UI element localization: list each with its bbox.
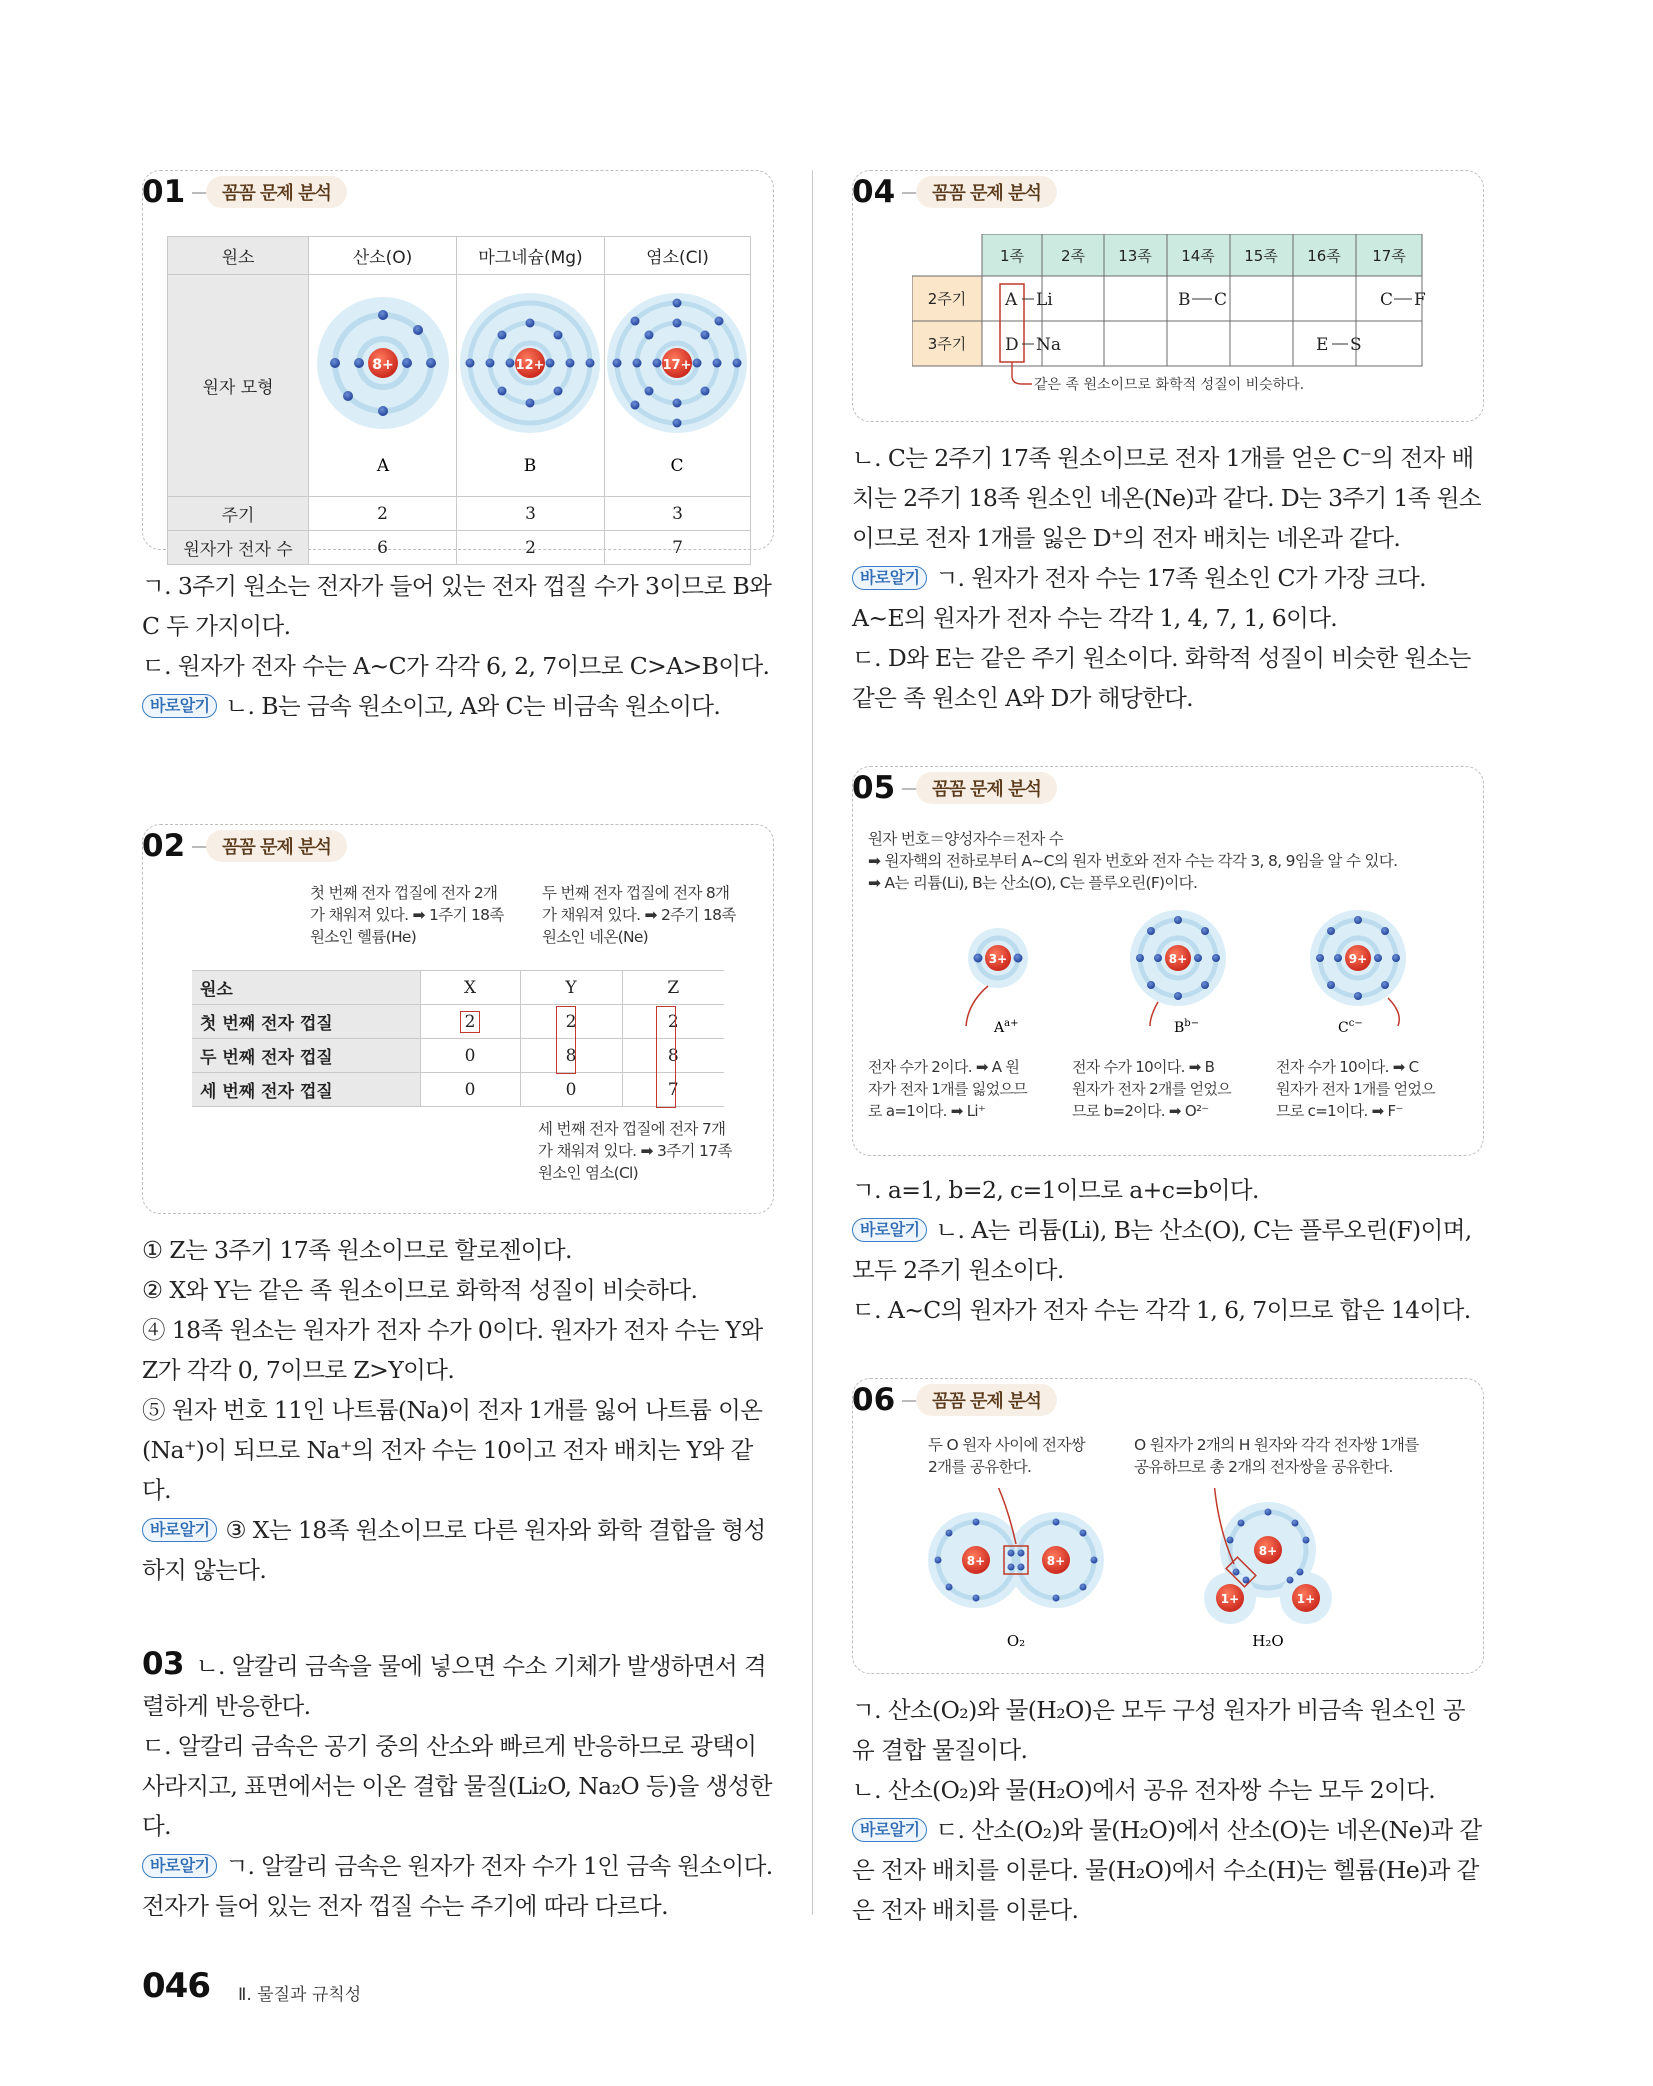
- h2o-label: H₂O: [1252, 1632, 1284, 1650]
- page-number: 046: [142, 1966, 210, 2006]
- analysis-tag: 꼼꼼 문제 분석: [916, 176, 1057, 208]
- q01-header: [142, 170, 774, 222]
- nucleus-label: 8+: [1258, 1544, 1278, 1558]
- q04-number: 04: [852, 174, 896, 210]
- table-cell: 8: [622, 1039, 724, 1073]
- q01-header-cell: 마그네슘(Mg): [457, 237, 605, 275]
- q02-row-label: 세 번째 전자 껍질: [192, 1073, 420, 1107]
- nucleus-label: 9+: [1348, 952, 1368, 966]
- group-label: 14족: [1181, 247, 1215, 265]
- group-label: 17족: [1372, 247, 1406, 265]
- atom-model-cell: [604, 275, 750, 497]
- q02-header-cell: Y: [520, 971, 622, 1005]
- h2o-molecule: [1204, 1488, 1332, 1650]
- correction-badge: 바로알기: [142, 694, 217, 718]
- q05-text-2: 바로알기 ㄴ. A는 리튬(Li), B는 산소(O), C는 플루오린(F)이며, 모두 2주기 원소이다.: [852, 1216, 1472, 1284]
- element-Li: Li: [1036, 290, 1053, 310]
- nucleus-label: 8+: [371, 357, 394, 373]
- q06-note-O2: 두 O 원자 사이에 전자쌍 2개를 공유한다.: [928, 1436, 1085, 1476]
- q04-note: 같은 족 원소이므로 화학적 성질이 비슷하다.: [1034, 377, 1305, 393]
- nucleus-label: 8+: [966, 1554, 986, 1568]
- q01-row-label: 주기: [168, 497, 309, 531]
- group-label: 2족: [1060, 247, 1086, 265]
- table-cell: 2: [420, 1005, 520, 1039]
- oxygen-atom-model: [313, 283, 453, 483]
- q01-explanation: [142, 566, 774, 726]
- table-cell: 2: [520, 1005, 622, 1039]
- table-cell: 2: [309, 497, 457, 531]
- group-label: 16족: [1307, 247, 1341, 265]
- group-label: 1족: [999, 247, 1025, 265]
- atom-letter: B: [523, 456, 537, 476]
- q01-text-1: ㄱ. 3주기 원소는 전자가 들어 있는 전자 껍질 수가 3이므로 B와 C 두 가지이다.: [142, 572, 772, 640]
- table-cell: 0: [520, 1073, 622, 1107]
- magnesium-atom-model: [458, 283, 603, 483]
- q05-text-1: ㄱ. a=1, b=2, c=1이므로 a+c=b이다.: [852, 1176, 1259, 1204]
- q05-header: [852, 766, 1484, 818]
- q02-header-cell: 원소: [192, 971, 420, 1005]
- q05-notes: 원자 번호＝양성자수＝전자 수 ➡ 원자핵의 전하로부터 A~C의 원자 번호와 전자 수는 각각 3, 8, 9임을 알 수 있다. ➡ A는 리튬(Li), B는 산소(O), C는 플루오린(F)이다.: [868, 830, 1398, 892]
- analysis-tag: 꼼꼼 문제 분석: [916, 1384, 1057, 1416]
- q02-text-3: ④ 18족 원소는 원자가 전자 수가 0이다. 원자가 전자 수는 Y와 Z가 각각 0, 7이므로 Z>Y이다.: [142, 1316, 763, 1384]
- analysis-tag: 꼼꼼 문제 분석: [206, 830, 347, 862]
- ion-C: $C^{c-}$: [1338, 1018, 1363, 1036]
- q05-atom-diagram: [868, 908, 1468, 1048]
- period-label: 2주기: [927, 290, 967, 308]
- q02-table: [192, 970, 724, 1107]
- q02-note-he: 첫 번째 전자 껍질에 전자 2개가 채워져 있다. ➡ 1주기 18족 원소인 헬륨(He): [310, 884, 504, 946]
- table-cell: 2: [457, 531, 605, 565]
- q03-text-3: 바로알기 ㄱ. 알칼리 금속은 원자가 전자 수가 1인 금속 원소이다. 전자가 들어 있는 전자 껍질 수는 주기에 따라 다르다.: [142, 1852, 773, 1920]
- q02-row-label: 첫 번째 전자 껍질: [192, 1005, 420, 1039]
- q02-note-cl: 세 번째 전자 껍질에 전자 7개가 채워져 있다. ➡ 3주기 17족 원소인 염소(Cl): [538, 1120, 732, 1182]
- left-column: [142, 170, 774, 1920]
- element-S: S: [1350, 335, 1362, 355]
- atom-C: [1310, 910, 1406, 1036]
- q02-text-5: 바로알기 ③ X는 18족 원소이므로 다른 원자와 화학 결합을 형성하지 않는다.: [142, 1516, 766, 1584]
- correction-badge: 바로알기: [852, 566, 927, 590]
- element-A: A: [1005, 290, 1018, 310]
- q04-periodic-table: [912, 234, 1472, 404]
- element-E: E: [1316, 335, 1329, 355]
- q01-row-label: 원자가 전자 수: [168, 531, 309, 565]
- element-D: D: [1005, 335, 1019, 355]
- right-column: [852, 170, 1484, 1924]
- q02-text-4: ⑤ 원자 번호 11인 나트륨(Na)이 전자 1개를 잃어 나트륨 이온(Na⁺)이 되므로 Na⁺의 전자 수는 10이고 전자 배치는 Y와 같다.: [142, 1396, 763, 1504]
- q05-number: 05: [852, 770, 896, 806]
- page-footer: [142, 1966, 362, 2006]
- q02-number: 02: [142, 828, 186, 864]
- q01-row-label: 원자 모형: [168, 275, 309, 497]
- ion-A: $A^{a+}$: [994, 1018, 1019, 1036]
- nucleus-label: 1+: [1220, 1592, 1240, 1606]
- chlorine-atom-model: [605, 283, 750, 483]
- table-cell: 0: [420, 1073, 520, 1107]
- q05-note-A: 전자 수가 2이다. ➡ A 원 자가 전자 1개를 잃었으므 로 a=1이다. ➡ Li⁺: [868, 1058, 1027, 1120]
- q05-note-C: 전자 수가 10이다. ➡ C 원자가 전자 1개를 얻었으 므로 c=1이다. ➡ F⁻: [1276, 1058, 1435, 1120]
- section-title: Ⅱ. 물질과 규칙성: [238, 1985, 362, 2005]
- correction-badge: 바로알기: [852, 1818, 927, 1842]
- q04-text-2: 바로알기 ㄱ. 원자가 전자 수는 17족 원소인 C가 가장 크다. A~E의 원자가 전자 수는 각각 1, 4, 7, 1, 6이다.: [852, 564, 1426, 632]
- q06-text-2: ㄴ. 산소(O₂)와 물(H₂O)에서 공유 전자쌍 수는 모두 2이다.: [852, 1776, 1436, 1804]
- table-cell: 8: [520, 1039, 622, 1073]
- element-F: F: [1414, 290, 1426, 310]
- q01-text-3: 바로알기 ㄴ. B는 금속 원소이고, A와 C는 비금속 원소이다.: [142, 686, 774, 726]
- table-cell: 3: [457, 497, 605, 531]
- q03-number: 03: [142, 1646, 184, 1682]
- nucleus-label: 3+: [988, 952, 1008, 966]
- atom-letter: A: [376, 456, 389, 476]
- column-divider: [812, 170, 813, 1915]
- table-cell: 7: [622, 1073, 724, 1107]
- q06-text-3: 바로알기 ㄷ. 산소(O₂)와 물(H₂O)에서 산소(O)는 네온(Ne)과 같은 전자 배치를 이룬다. 물(H₂O)에서 수소(H)는 헬륨(He)과 같은 전자 배치를 이룬다.: [852, 1816, 1482, 1924]
- q03-text-2: ㄷ. 알칼리 금속은 공기 중의 산소와 빠르게 반응하므로 광택이 사라지고, 표면에서는 이온 결합 물질(Li₂O, Na₂O 등)을 생성한다.: [142, 1732, 772, 1840]
- o2-label: O₂: [1006, 1632, 1026, 1650]
- q02-header: [142, 824, 774, 876]
- q04-text-1: ㄴ. C는 2주기 17족 원소이므로 전자 1개를 얻은 C⁻의 전자 배치는 2주기 18족 원소인 네온(Ne)과 같다. D는 3주기 1족 원소이므로 전자 1개를 잃은 D⁺의 전자 배치는 네온과 같다.: [852, 444, 1482, 552]
- element-C: C: [1214, 290, 1228, 310]
- atom-model-cell: [309, 275, 457, 497]
- nucleus-label: 17+: [662, 358, 692, 373]
- table-cell: 2: [622, 1005, 724, 1039]
- q02-explanation: [142, 1230, 774, 1590]
- q05-note-B: 전자 수가 10이다. ➡ B 원자가 전자 2개를 얻었으 므로 b=2이다. ➡ O²⁻: [1072, 1058, 1231, 1120]
- ion-B: $B^{b-}$: [1174, 1018, 1200, 1036]
- o2-molecule: [928, 1488, 1104, 1650]
- q02-text-1: ① Z는 3주기 17족 원소이므로 할로젠이다.: [142, 1236, 572, 1264]
- correction-badge: 바로알기: [142, 1518, 217, 1542]
- analysis-tag: 꼼꼼 문제 분석: [206, 176, 347, 208]
- q06-explanation: [852, 1690, 1484, 1930]
- q06-molecule-diagram: [868, 1488, 1468, 1658]
- q04-text-3: ㄷ. D와 E는 같은 주기 원소이다. 화학적 성질이 비슷한 원소는 같은 족 원소인 A와 D가 해당한다.: [852, 644, 1471, 712]
- q01-number: 01: [142, 174, 186, 210]
- q01-text-2: ㄷ. 원자가 전자 수는 A~C가 각각 6, 2, 7이므로 C>A>B이다.: [142, 652, 770, 680]
- table-cell: 0: [420, 1039, 520, 1073]
- group-label: 15족: [1244, 247, 1278, 265]
- table-cell: 7: [604, 531, 750, 565]
- z-highlight-box: [656, 1006, 676, 1108]
- q01-header-cell: 원소: [168, 237, 309, 275]
- q03-section: 03 ㄴ. 알칼리 금속을 물에 넣으면 수소 기체가 발생하면서 격렬하게 반응한다. ㄷ. 알칼리 금속은 공기 중의 산소와 빠르게 반응하므로 광택이 사라지고, 표면에서는 이온 결합 물질(Li₂O, Na₂O 등)을 생성한다. 바로알기 ㄱ. 알칼리 금속은 원자가 전자 수가 1인 금속 원소이다. 전자가 들어 있는 전자 껍질 수는 주기에 따라 다르다.: [142, 1644, 774, 1926]
- table-cell: 6: [309, 531, 457, 565]
- atom-model-cell: [457, 275, 605, 497]
- q06-text-1: ㄱ. 산소(O₂)와 물(H₂O)은 모두 구성 원자가 비금속 원소인 공유 결합 물질이다.: [852, 1696, 1465, 1764]
- element-Na: Na: [1036, 335, 1062, 355]
- q01-header-cell: 염소(Cl): [604, 237, 750, 275]
- q05-text-3: ㄷ. A~C의 원자가 전자 수는 각각 1, 6, 7이므로 합은 14이다.: [852, 1296, 1471, 1324]
- nucleus-label: 8+: [1168, 952, 1188, 966]
- q01-table: [167, 236, 751, 565]
- q02-row-label: 두 번째 전자 껍질: [192, 1039, 420, 1073]
- q02-header-cell: Z: [622, 971, 724, 1005]
- atom-A: [966, 928, 1028, 1036]
- q06-note-H2O: O 원자가 2개의 H 원자와 각각 전자쌍 1개를 공유하므로 총 2개의 전자쌍을 공유한다.: [1134, 1436, 1419, 1476]
- q02-note-ne: 두 번째 전자 껍질에 전자 8개가 채워져 있다. ➡ 2주기 18족 원소인 네온(Ne): [542, 884, 736, 946]
- group-label: 13족: [1118, 247, 1152, 265]
- period-label: 3주기: [927, 335, 967, 353]
- element-B: B: [1178, 290, 1191, 310]
- q04-header: [852, 170, 1484, 222]
- q02-text-2: ② X와 Y는 같은 족 원소이므로 화학적 성질이 비슷하다.: [142, 1276, 698, 1304]
- nucleus-label: 1+: [1296, 1592, 1316, 1606]
- atom-letter: C: [670, 456, 684, 476]
- q04-explanation: [852, 438, 1484, 718]
- correction-badge: 바로알기: [852, 1218, 927, 1242]
- y-highlight-box: [556, 1006, 576, 1074]
- atom-B: [1130, 910, 1226, 1036]
- correction-badge: 바로알기: [142, 1854, 217, 1878]
- element-C-17: C: [1380, 290, 1394, 310]
- q06-number: 06: [852, 1382, 896, 1418]
- table-cell: 3: [604, 497, 750, 531]
- q01-header-cell: 산소(O): [309, 237, 457, 275]
- q06-header: [852, 1378, 1484, 1430]
- nucleus-label: 12+: [515, 358, 545, 373]
- nucleus-label: 8+: [1046, 1554, 1066, 1568]
- analysis-tag: 꼼꼼 문제 분석: [916, 772, 1057, 804]
- q02-header-cell: X: [420, 971, 520, 1005]
- q05-explanation: [852, 1170, 1484, 1330]
